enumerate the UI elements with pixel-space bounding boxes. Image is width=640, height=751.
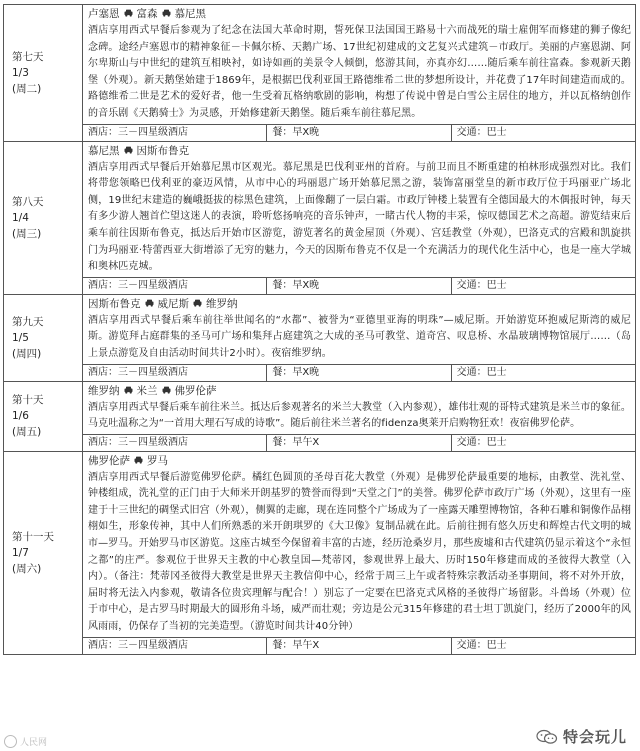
day-label-cell — [4, 5, 83, 142]
day-content-cell — [83, 381, 636, 434]
day-weekday: (周四) — [12, 347, 42, 360]
route-stop: 威尼斯 — [157, 297, 189, 310]
meal-info: 餐：早午X — [267, 637, 451, 654]
hotel-info: 酒店：三－四星级酒店 — [83, 434, 267, 451]
day-description: 酒店享用西式早餐后乘车前往米兰。抵达后参观著名的米兰大教堂（入内参观），雄伟壮观的哥特式建筑是米兰市的象征。马克吐温称之为“一首用大理石写成的诗歌”。随后前往米兰著名的fidenza奥莱开启购物狂欢！夜宿佛罗伦萨。 — [88, 401, 631, 430]
hotel-info: 酒店：三－四星级酒店 — [83, 637, 267, 654]
day-weekday: (周三) — [12, 227, 42, 240]
meal-info: 餐：早午X — [267, 434, 451, 451]
day-date: 1/4 — [12, 211, 29, 224]
day-meta-row — [4, 124, 636, 141]
route-stop: 维罗纳 — [206, 297, 238, 310]
day-date: 1/3 — [12, 66, 29, 79]
day-content-cell — [83, 141, 636, 277]
day-label-cell — [4, 381, 83, 451]
route-line — [88, 453, 631, 470]
day-description: 酒店享用西式早餐后游览佛罗伦萨。橘红色圆顶的圣母百花大教堂（外观）是佛罗伦萨最重要的地标，由教堂、洗礼堂、钟楼组成，洗礼堂的正门由于大师米开朗基罗的赞誉而得到“天堂之门”的美誉。佛罗伦萨市政厅广场（外观），这里有一座建于十三世纪的碉堡式旧宫（外观），侧翼的走廊，现在连同整个广场成为了一座露天雕塑博物馆，各种石雕和铜像作品栩栩如生，形象传神，其中人们所熟悉的米开朗琪罗的《大卫像》复制品就在此。后前往拥有悠久历史和辉煌古代文明的城市—罗马。开始罗马市区游览。这座古城至今保留着丰富的古迹，经历沧桑岁月，那些废墟和古代建筑仍显示着这个“永恒之都”的庄严。参观位于世界天主教的中心教皇国—梵蒂冈，参观世界上最大、历时150年修建而成的圣彼得大教堂（入内）。（备注：梵蒂冈圣彼得大教堂是世界天主教信仰中心，经常于周三上午或者特殊宗教活动圣事期间，将不对外开放，届时将无法入内参观，敬请各位贵宾理解与配合！）别忘了一定要在巴洛克式风格的圣彼得广场留影。斗兽场（外观）位于市中心，是古罗马时期最大的圆形角斗场，威严而壮观；旁边是公元315年修建的君士坦丁凯旋门，经历了2000年的风风雨雨，仍保存了当初的完美造型。（游览时间共计40分钟） — [88, 471, 631, 633]
route-stop: 佛罗伦萨 — [174, 384, 217, 397]
day-meta-row — [4, 277, 636, 294]
car-icon — [158, 10, 175, 20]
hotel-info: 酒店：三－四星级酒店 — [83, 364, 267, 381]
route-line — [88, 143, 631, 160]
route-stop: 因斯布鲁克 — [88, 297, 141, 310]
route-line — [88, 296, 631, 313]
day-date: 1/5 — [12, 331, 29, 344]
hotel-info: 酒店：三－四星级酒店 — [83, 124, 267, 141]
watermark-account — [533, 725, 630, 748]
day-number: 第十一天 — [12, 530, 54, 543]
day-meta-row — [4, 364, 636, 381]
transport-info: 交通：巴士 — [451, 277, 635, 294]
day-weekday: (周六) — [12, 562, 42, 575]
itinerary-table — [3, 4, 636, 655]
day-content-row — [4, 5, 636, 125]
route-stop: 维罗纳 — [88, 384, 120, 397]
car-icon — [120, 387, 137, 397]
day-content-cell — [83, 451, 636, 637]
hotel-info: 酒店：三－四星级酒店 — [83, 277, 267, 294]
day-content-cell — [83, 294, 636, 364]
day-label-cell — [4, 451, 83, 654]
watermark-source — [4, 735, 47, 748]
car-icon — [189, 300, 206, 310]
route-stop: 慕尼黑 — [174, 8, 206, 20]
route-stop: 罗马 — [147, 454, 168, 467]
day-number: 第九天 — [12, 315, 44, 328]
watermark-account-text: 特会玩儿 — [562, 728, 627, 746]
day-number: 第七天 — [12, 50, 44, 63]
meal-info: 餐：早X晚 — [267, 124, 451, 141]
wechat-icon — [536, 729, 558, 745]
route-stop: 慕尼黑 — [88, 144, 120, 157]
meal-info: 餐：早X晚 — [267, 364, 451, 381]
day-content-cell — [83, 5, 636, 125]
route-line — [88, 6, 631, 23]
route-line — [88, 383, 631, 400]
day-weekday: (周五) — [12, 426, 42, 439]
route-stop: 富森 — [136, 8, 158, 20]
car-icon — [130, 457, 147, 467]
car-icon — [120, 10, 137, 20]
day-meta-row — [4, 434, 636, 451]
day-label-cell — [4, 294, 83, 381]
transport-info: 交通：巴士 — [451, 124, 635, 141]
day-description: 酒店享用西式早餐后参观为了纪念在法国大革命时期，誓死保卫法国国王路易十六而战死的瑞士雇佣军而修建的狮子像纪念碑。途经卢塞恩市的精神象征－卡佩尔桥、天鹅广场、17世纪初建成的文艺复兴式建筑－市政厅。美丽的卢塞恩湖、阿尔卑斯山与中世纪的建筑互相映衬，如诗如画的美景令人倾倒，悠游其间，亦真亦幻……随后乘车前往富森。参观新天鹅堡（外观）。新天鹅堡始建于1869年，是根据巴伐利亚国王路德维希二世的梦想所设计，并花费了17年时间建造而成的。路德维希二世是艺术的爱好者，他一生受着瓦格纳歌剧的影响，构想了传说中曾是白雪公主居住的地方，并以瓦格纳创作的音乐剧《天鹅骑士》为灵感，开始修建新天鹅堡。随后乘车前往慕尼黑。 — [88, 25, 631, 119]
route-stop: 卢塞恩 — [88, 8, 120, 20]
route-stop: 佛罗伦萨 — [88, 454, 130, 467]
car-icon — [158, 387, 175, 397]
watermark-source-text: 人民网 — [20, 738, 48, 748]
route-stop: 因斯布鲁克 — [136, 144, 189, 157]
day-number: 第十天 — [12, 394, 44, 407]
day-description: 酒店享用西式早餐后开始慕尼黑市区观光。慕尼黑是巴伐利亚州的首府。与前卫而且不断重建的柏林形成强烈对比。我们将带您领略巴伐利亚的豪迈风情，从市中心的玛丽恩广场开始慕尼黑之游，装饰富丽堂皇的新市政厅位于玛丽亚广场北侧，19世纪末建造的巍峨挺拔的棕黑色建筑，上面像翻了一层白霜。市政厅钟楼上装置有全德国最大的木偶报时钟，每天有多少游人翘首伫望这迷人的表演，聆听悠扬响亮的音乐钟声，一睹古代人物的丰采，惊叹德国艺术之高超。游览结束后乘车前往因斯布鲁克，抵达后开始市区游览，游览著名的黄金屋顶（外观）、宫廷教堂（外观），巴洛克式的宫殿和凯旋拱门为玛丽亚·特蕾西亚大街增添了无穷的魅力，今天的因斯布鲁克不仅是一个充满活力的现代化生活中心，也是一座大学城和奥林匹克城。 — [88, 161, 631, 273]
day-date: 1/6 — [12, 410, 29, 423]
meal-info: 餐：早X晚 — [267, 277, 451, 294]
day-content-row — [4, 141, 636, 277]
transport-info: 交通：巴士 — [451, 637, 635, 654]
transport-info: 交通：巴士 — [451, 364, 635, 381]
day-label-cell — [4, 141, 83, 294]
day-meta-row — [4, 637, 636, 654]
day-weekday: (周二) — [12, 82, 42, 95]
car-icon — [141, 300, 158, 310]
day-date: 1/7 — [12, 546, 29, 559]
globe-icon — [4, 735, 17, 748]
route-stop: 米兰 — [136, 384, 158, 397]
day-content-row — [4, 294, 636, 364]
day-number: 第八天 — [12, 195, 44, 208]
transport-info: 交通：巴士 — [451, 434, 635, 451]
day-content-row — [4, 451, 636, 637]
day-content-row — [4, 381, 636, 434]
day-description: 酒店享用西式早餐后乘车前往举世闻名的“水都”、被誉为“亚德里亚海的明珠”—威尼斯。开始游览环抱威尼斯湾的威尼斯。游览拜占庭群集的圣马可广场和集拜占庭建筑之大成的圣马可教堂、道奇宫、叹息桥、水晶玻璃博物馆展厅……（岛上景点游览及自由活动时间共计2小时）。夜宿维罗纳。 — [88, 314, 631, 359]
car-icon — [120, 147, 137, 157]
